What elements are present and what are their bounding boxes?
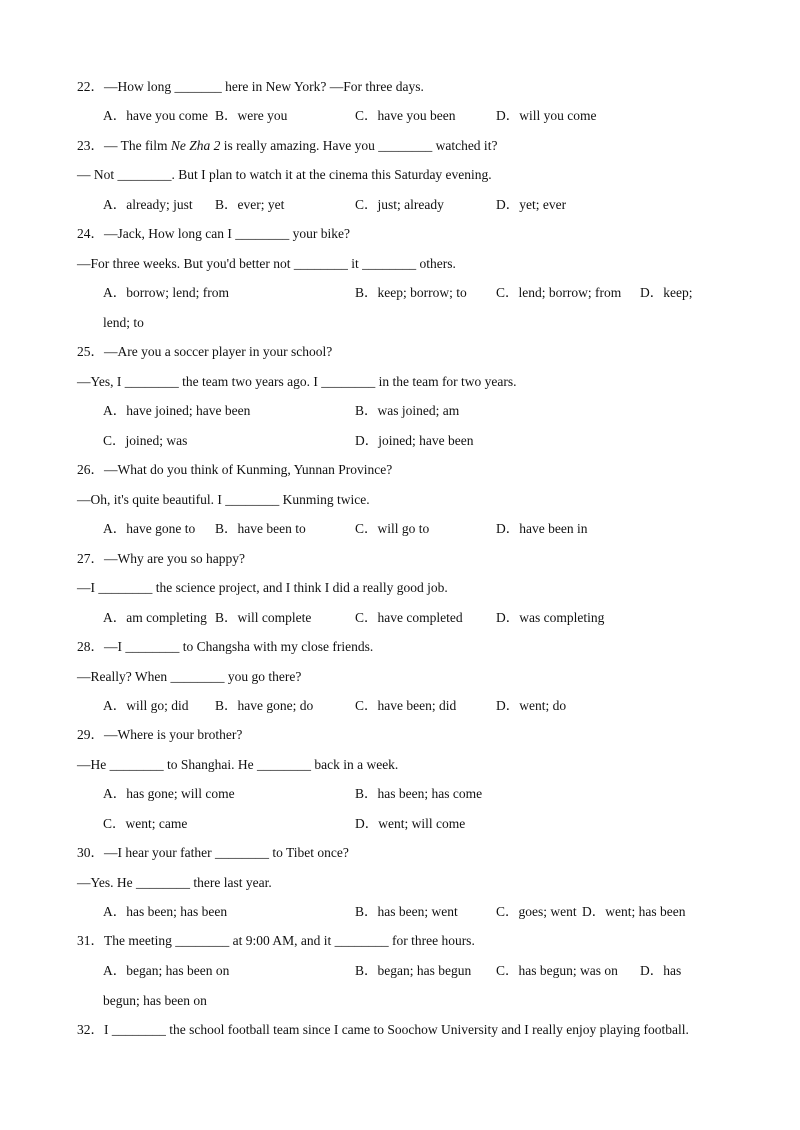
option-24-b: B．keep; borrow; to bbox=[355, 285, 467, 300]
question-28: 28．—I ________ to Changsha with my close friends. bbox=[77, 639, 374, 654]
option-25-d: D．joined; have been bbox=[355, 433, 474, 448]
question-29: 29．—Where is your brother? bbox=[77, 727, 243, 742]
option-29-b: B．has been; has come bbox=[355, 786, 483, 801]
option-22-d: D．will you come bbox=[496, 108, 597, 123]
question-26: 26．—What do you think of Kunming, Yunnan Province? bbox=[77, 462, 393, 477]
question-27: 27．—Why are you so happy? bbox=[77, 551, 245, 566]
question-32: 32．I ________ the school football team since I came to Soochow University and I really enjoy playing football. bbox=[77, 1022, 689, 1037]
question-30-line-2: —Yes. He ________ there last year. bbox=[77, 875, 272, 890]
option-26-b: B．have been to bbox=[215, 521, 306, 536]
option-22-b: B．were you bbox=[215, 108, 288, 123]
option-25-a: A．have joined; have been bbox=[103, 403, 251, 418]
option-31-b: B．began; has begun bbox=[355, 963, 472, 978]
option-31-d-wrap: begun; has been on bbox=[103, 993, 207, 1008]
option-23-c: C．just; already bbox=[355, 197, 444, 212]
question-30: 30．—I hear your father ________ to Tibet once? bbox=[77, 845, 349, 860]
option-23-d: D．yet; ever bbox=[496, 197, 567, 212]
question-29-line-2: —He ________ to Shanghai. He ________ back in a week. bbox=[77, 757, 399, 772]
option-27-a: A．am completing bbox=[103, 610, 207, 625]
option-23-a: A．already; just bbox=[103, 197, 193, 212]
option-31-c: C．has begun; was on bbox=[496, 963, 618, 978]
option-28-b: B．have gone; do bbox=[215, 698, 314, 713]
question-25-line-2: —Yes, I ________ the team two years ago. I ________ in the team for two years. bbox=[77, 374, 517, 389]
option-22-a: A．have you come bbox=[103, 108, 208, 123]
question-24: 24．—Jack, How long can I ________ your bike? bbox=[77, 226, 350, 241]
option-26-a: A．have gone to bbox=[103, 521, 196, 536]
option-30-c: C．goes; went bbox=[496, 904, 577, 919]
option-24-d: D．keep; bbox=[640, 285, 693, 300]
question-28-line-2: —Really? When ________ you go there? bbox=[77, 669, 302, 684]
question-22: 22．—How long _______ here in New York? —For three days. bbox=[77, 79, 424, 94]
option-27-b: B．will complete bbox=[215, 610, 312, 625]
question-26-line-2: —Oh, it's quite beautiful. I ________ Kunming twice. bbox=[77, 492, 370, 507]
option-24-a: A．borrow; lend; from bbox=[103, 285, 229, 300]
question-23: 23．— The film Ne Zha 2 is really amazing. Have you ________ watched it? bbox=[77, 138, 498, 153]
option-28-c: C．have been; did bbox=[355, 698, 457, 713]
question-25: 25．—Are you a soccer player in your school? bbox=[77, 344, 333, 359]
option-24-c: C．lend; borrow; from bbox=[496, 285, 622, 300]
question-23-line-2: — Not ________. But I plan to watch it at the cinema this Saturday evening. bbox=[77, 167, 492, 182]
option-29-c: C．went; came bbox=[103, 816, 188, 831]
film-title: Ne Zha 2 bbox=[170, 138, 221, 153]
option-25-b: B．was joined; am bbox=[355, 403, 460, 418]
option-30-a: A．has been; has been bbox=[103, 904, 228, 919]
option-30-b: B．has been; went bbox=[355, 904, 458, 919]
option-24-d-wrap: lend; to bbox=[103, 315, 144, 330]
option-31-d: D．has bbox=[640, 963, 682, 978]
option-23-b: B．ever; yet bbox=[215, 197, 285, 212]
option-22-c: C．have you been bbox=[355, 108, 456, 123]
question-24-line-2: —For three weeks. But you'd better not ________ it ________ others. bbox=[77, 256, 456, 271]
option-26-d: D．have been in bbox=[496, 521, 588, 536]
option-31-a: A．began; has been on bbox=[103, 963, 230, 978]
option-28-a: A．will go; did bbox=[103, 698, 189, 713]
option-29-d: D．went; will come bbox=[355, 816, 466, 831]
option-27-d: D．was completing bbox=[496, 610, 605, 625]
option-25-c: C．joined; was bbox=[103, 433, 188, 448]
option-26-c: C．will go to bbox=[355, 521, 430, 536]
question-27-line-2: —I ________ the science project, and I think I did a really good job. bbox=[77, 580, 448, 595]
option-29-a: A．has gone; will come bbox=[103, 786, 235, 801]
option-28-d: D．went; do bbox=[496, 698, 567, 713]
option-30-d: D．went; has been bbox=[582, 904, 686, 919]
option-27-c: C．have completed bbox=[355, 610, 463, 625]
question-31: 31．The meeting ________ at 9:00 AM, and it ________ for three hours. bbox=[77, 933, 475, 948]
